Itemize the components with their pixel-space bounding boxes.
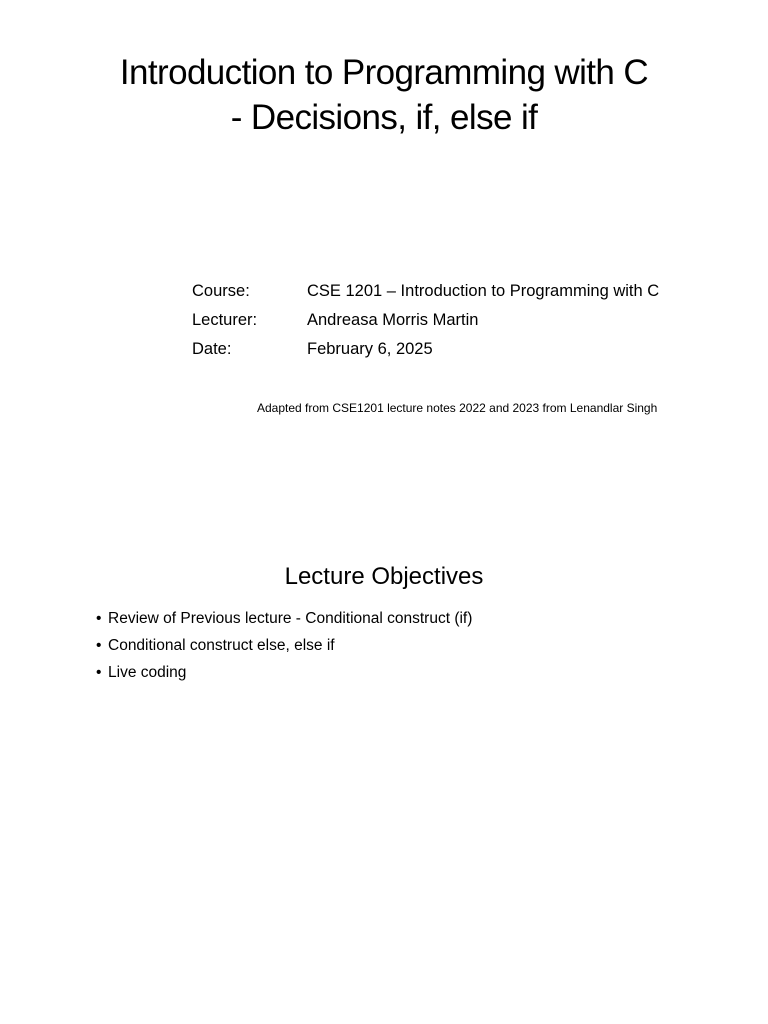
date-label: Date: — [192, 340, 232, 358]
objectives-slide — [0, 512, 768, 1024]
bullet-icon: • — [96, 664, 102, 681]
objectives-title: Lecture Objectives — [284, 563, 484, 590]
lecturer-row — [192, 308, 659, 337]
list-item — [96, 607, 472, 634]
title-line-1: Introduction to Programming with C — [119, 53, 649, 92]
course-info — [192, 279, 659, 366]
title-line-2: - Decisions, if, else if — [230, 98, 538, 137]
date-value: February 6, 2025 — [307, 340, 433, 358]
date-row — [192, 337, 659, 366]
lecturer-value: Andreasa Morris Martin — [307, 311, 479, 329]
list-item — [96, 634, 472, 661]
bullet-text: Review of Previous lecture - Conditional construct (if) — [108, 610, 473, 627]
lecturer-label: Lecturer: — [192, 311, 258, 329]
attribution-note: Adapted from CSE1201 lecture notes 2022 and 2023 from Lenandlar Singh — [257, 401, 658, 415]
course-value: CSE 1201 – Introduction to Programming with C — [307, 282, 660, 300]
list-item — [96, 661, 472, 688]
bullet-icon: • — [96, 637, 102, 654]
bullet-icon: • — [96, 610, 102, 627]
objectives-list — [96, 607, 472, 688]
slide-title — [0, 50, 768, 140]
course-row — [192, 279, 659, 308]
course-label: Course: — [192, 282, 250, 300]
bullet-text: Live coding — [108, 664, 187, 681]
bullet-text: Conditional construct else, else if — [108, 637, 335, 654]
